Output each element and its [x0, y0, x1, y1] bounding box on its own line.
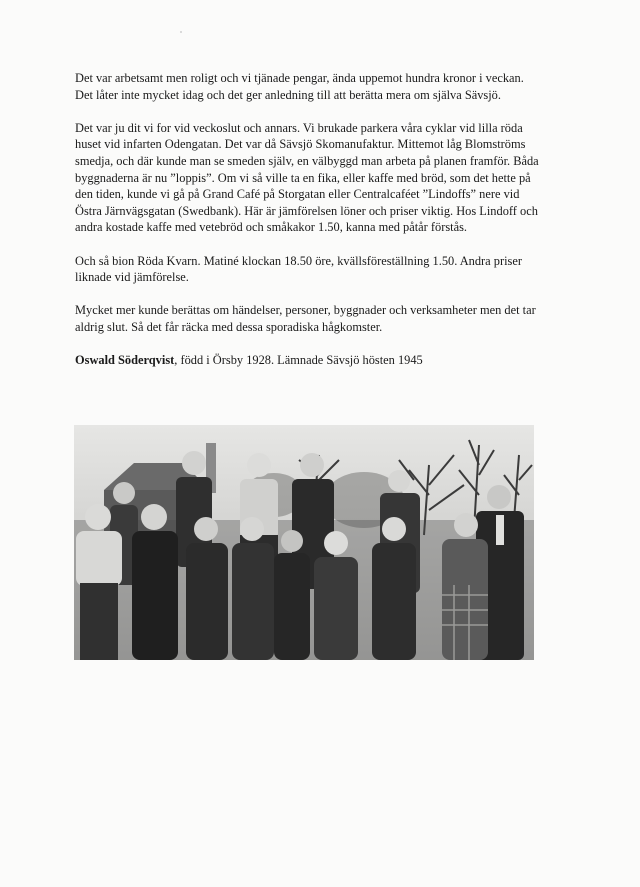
paragraph-cinema: Och så bion Röda Kvarn. Matiné klockan 18.50 öre, kvällsföreställning 1.50. Andra priser liknade vid jämförelse. [75, 253, 522, 285]
paragraph-savsjo-visits: Det var ju dit vi for vid veckoslut och annars. Vi brukade parkera våra cyklar vid lilla röda huset vid infarten Odengatan. Det var då Sävsjö Skomanufaktur. Mittemot låg Blomströms smedja, och där kunde man se smeden själv, en välbyggd man arbeta på planen framför. Båda byggnaderna är nu ”loppis”. Om vi så ville ta en fika, eller kaffe med bröd, som det hette på den tiden, kunde vi gå på Grand Café på Storgatan eller Centralcaféet ”Lindoffs” nere vid Östra Järnvägsgatan (Swedbank). Här är jämförelsen löner och priser viktig. Hos Lindoff och andra kostade kaffe med vetebröd och småkakor 1.50, kanna med påtår förstås. [75, 120, 539, 235]
paragraph-closing: Mycket mer kunde berättas om händelser, personer, byggnader och verksamheter men det tar aldrig slut. Så det får räcka med dessa sporadiska hågkomster. [75, 303, 536, 334]
author-details: , född i Örsby 1928. Lämnade Sävsjö hösten 1945 [174, 353, 423, 368]
group-photo [74, 425, 534, 660]
body-text [75, 70, 575, 369]
author-signature [75, 352, 575, 369]
paper-speck [180, 31, 182, 33]
paragraph-wages: Det var arbetsamt men roligt och vi tjänade pengar, ända uppemot hundra kronor i veckan. Det låter inte mycket idag och det ger anledning till att berätta mera om själva Sävsjö. [75, 71, 524, 102]
author-name: Oswald Söderqvist [75, 353, 175, 368]
